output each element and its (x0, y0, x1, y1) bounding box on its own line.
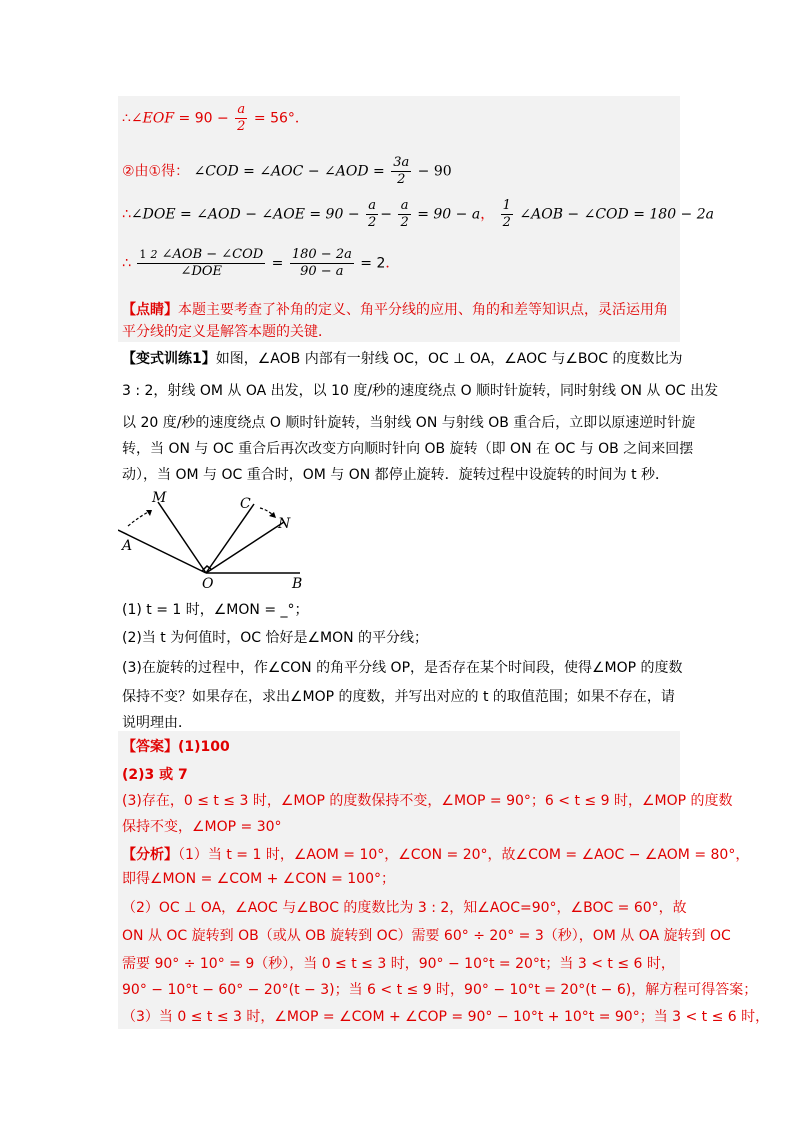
analysis-line-5: 需要 90° ÷ 10° = 9（秒），当 0 ≤ t ≤ 3 时，90° − 10°t = 20°t；当 3 < t ≤ 6 时， (122, 956, 675, 972)
answer-1: 【答案】(1)100 (122, 739, 230, 755)
question-2: (2)当 t 为何值时，OC 恰好是∠MON 的平分线； (122, 630, 429, 646)
question-3-line-2: 保持不变？如果存在，求出∠MOP 的度数，并写出对应的 t 的取值范围；如果不存在，请 (122, 689, 675, 705)
question-3-line-3: 说明理由． (122, 715, 192, 731)
label-c: C (240, 496, 251, 512)
key-point-cont: 平分线的定义是解答本题的关键． (122, 324, 332, 340)
answer-3-line-2: 保持不变，∠MOP = 30° (122, 819, 282, 835)
analysis-line-7: （3）当 0 ≤ t ≤ 3 时，∠MOP = ∠COM + ∠COP = 90° − 10°t + 10°t = 90°；当 3 < t ≤ 6 时， (122, 1009, 770, 1025)
label-m: M (152, 490, 167, 506)
label-b: B (292, 576, 303, 590)
doe-equation: ∴∠DOE = ∠AOD − ∠AOE = 90 − $\frac{a}{2}$ − $\frac{a}{2}$ = 90 − a， $\frac{1}{2}$ ∠AOB − ∠COD = 180 − 2a (122, 198, 714, 230)
question-3-line-1: (3)在旋转的过程中，作∠CON 的角平分线 OP，是否存在某个时间段，使得∠MOP 的度数 (122, 660, 683, 676)
answer-2: (2)3 或 7 (122, 767, 188, 783)
label-a: A (122, 538, 133, 554)
problem-line-2: 3 : 2，射线 OM 从 OA 出发，以 10 度/秒的速度绕点 O 顺时针旋转，同时射线 ON 从 OC 出发 (122, 383, 719, 399)
angle-diagram (118, 488, 318, 590)
analysis-line-1: 【分析】（1）当 t = 1 时，∠AOM = 10°，∠CON = 20°，故∠COM = ∠AOC − ∠AOM = 80°， (122, 847, 750, 863)
problem-line-3: 以 20 度/秒的速度绕点 O 顺时针旋转，当射线 ON 与射线 OB 重合后，立即以原速逆时针旋 (122, 415, 696, 431)
cod-equation: ②由①得： ∠COD = ∠AOC − ∠AOD = $\frac{3a}{2}$ − 90 (122, 155, 452, 187)
analysis-line-4: ON 从 OC 旋转到 OB（或从 OB 旋转到 OC）需要 60° ÷ 20° = 3（秒），OM 从 OA 旋转到 OC (122, 928, 731, 944)
label-n: N (278, 516, 291, 532)
ray-on (206, 522, 284, 573)
problem-line-4: 转，当 ON 与 OC 重合后再次改变方向顺时针向 OB 旋转（即 ON 在 OC 与 OB 之间来回摆 (122, 441, 694, 457)
eof-equation: ∴∠EOF = 90 − $\frac{a}{2}$ = 56°． (122, 102, 309, 134)
ray-oc (206, 504, 254, 573)
ratio-equation: ∴ $\frac{^1 2 \angle AOB - \angle COD}{\text{∠DOE}}$ = $\frac{180 - 2a}{90 - a}$ = 2． (122, 247, 400, 279)
analysis-line-3: （2）OC ⊥ OA，∠AOC 与∠BOC 的度数比为 3 : 2，知∠AOC=90°，∠BOC = 60°，故 (122, 900, 687, 916)
key-point: 【点睛】本题主要考查了补角的定义、角平分线的应用、角的和差等知识点，灵活运用角 (122, 302, 668, 318)
ray-om (158, 502, 206, 573)
analysis-line-6: 90° − 10°t − 60° − 20°(t − 3)；当 6 < t ≤ 9 时，90° − 10°t = 20°(t − 6)，解方程可得答案； (122, 982, 758, 998)
problem-line-5: 动），当 OM 与 OC 重合时，OM 与 ON 都停止旋转．旋转过程中设旋转的时间为 t 秒． (122, 467, 670, 483)
question-1: (1) t = 1 时，∠MON = _°； (122, 602, 309, 618)
label-o: O (202, 576, 214, 590)
analysis-line-2: 即得∠MON = ∠COM + ∠CON = 100°； (122, 871, 395, 887)
answer-3-line-1: (3)存在，0 ≤ t ≤ 3 时，∠MOP 的度数保持不变，∠MOP = 90°；6 < t ≤ 9 时，∠MOP 的度数 (122, 793, 733, 809)
problem-line-1: 【变式训练1】如图，∠AOB 内部有一射线 OC，OC ⊥ OA，∠AOC 与∠BOC 的度数比为 (122, 351, 683, 367)
